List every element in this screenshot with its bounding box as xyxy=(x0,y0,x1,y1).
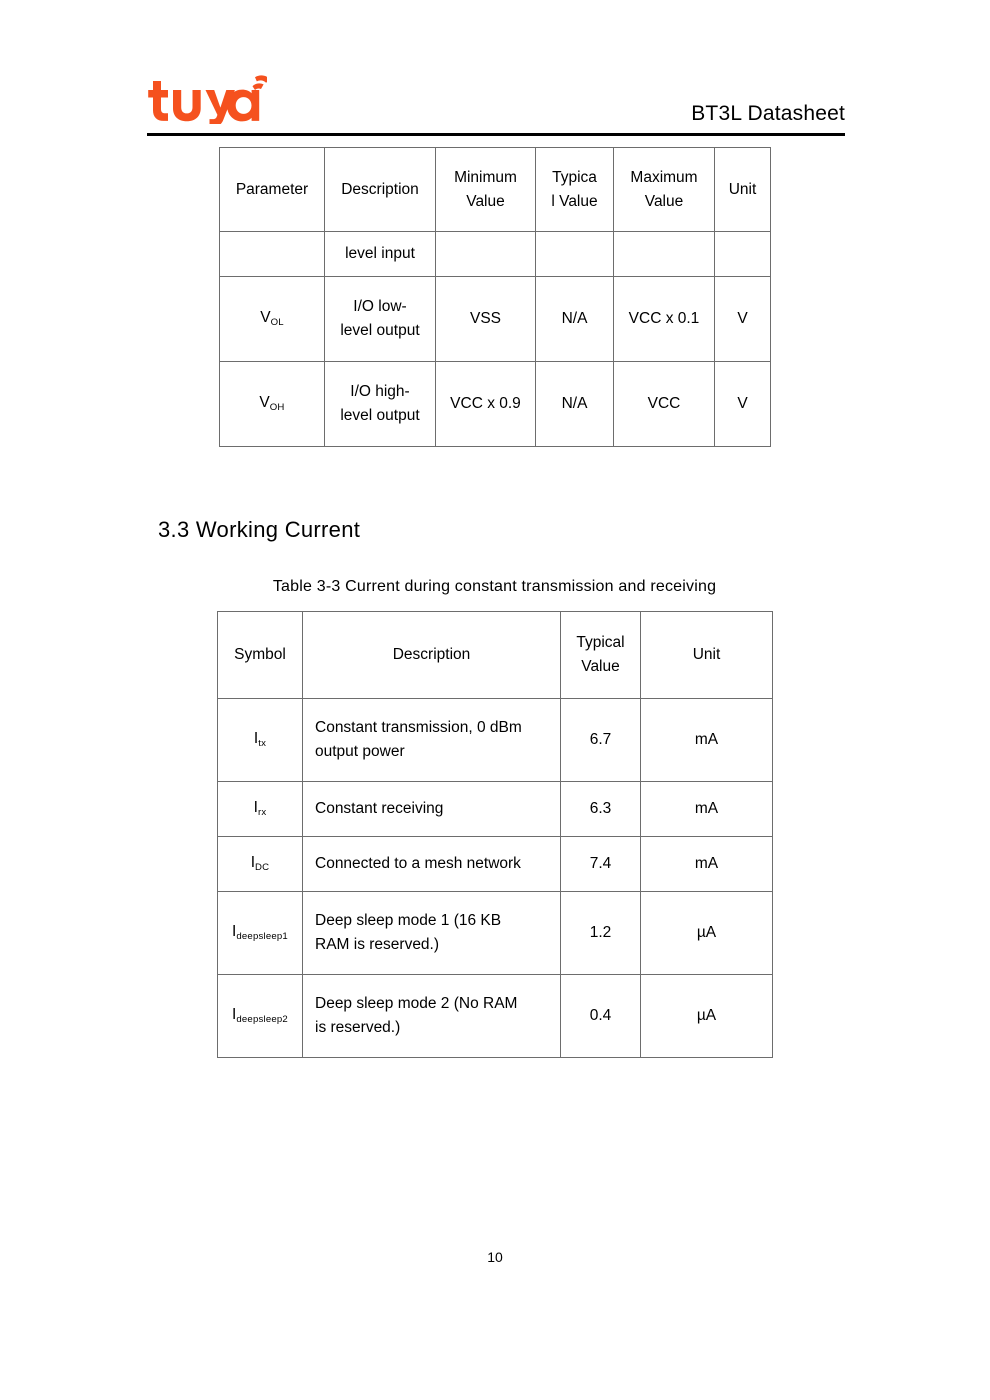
header-typical-line2: l Value xyxy=(551,192,598,210)
cell-typical-value: 0.4 xyxy=(561,975,641,1058)
description-line2: is reserved.) xyxy=(315,1019,401,1036)
cell-description: level input xyxy=(325,232,436,277)
io-levels-table xyxy=(219,147,771,447)
symbol-base: I xyxy=(232,1006,237,1023)
document-title: BT3L Datasheet xyxy=(691,102,845,125)
header-maximum-value xyxy=(614,148,715,232)
description-line2: output power xyxy=(315,743,405,760)
cell-description xyxy=(303,892,561,975)
cell-maximum: VCC xyxy=(614,362,715,447)
cell-unit: mA xyxy=(641,782,773,837)
symbol-base: I xyxy=(253,730,259,747)
cell-maximum: VCC x 0.1 xyxy=(614,277,715,362)
header-maximum-line2: Value xyxy=(644,192,684,210)
header-description: Description xyxy=(303,612,561,699)
description-line2: level output xyxy=(340,407,420,424)
cell-parameter xyxy=(220,277,325,362)
description-line1: Constant transmission, 0 dBm xyxy=(315,719,522,736)
cell-unit: mA xyxy=(641,699,773,782)
cell-description: Connected to a mesh network xyxy=(303,837,561,892)
page-header xyxy=(147,72,845,138)
page-number: 10 xyxy=(487,1249,503,1265)
table-row xyxy=(220,277,771,362)
description-line1: Deep sleep mode 2 (No RAM xyxy=(315,995,518,1012)
cell-description xyxy=(303,975,561,1058)
table-row xyxy=(220,362,771,447)
description-line2: RAM is reserved.) xyxy=(315,936,440,953)
cell-typical-value: 7.4 xyxy=(561,837,641,892)
header-symbol: Symbol xyxy=(218,612,303,699)
parameter-subscript: OL xyxy=(270,316,284,328)
table-row xyxy=(218,892,773,975)
symbol-subscript: rx xyxy=(257,806,267,818)
parameter-base: V xyxy=(260,309,271,326)
header-typical-line1: Typical xyxy=(576,634,625,651)
cell-description xyxy=(325,277,436,362)
cell-description xyxy=(303,699,561,782)
table-header-row xyxy=(218,612,773,699)
description-line1: I/O low- xyxy=(353,298,407,315)
cell-symbol xyxy=(218,699,303,782)
cell-symbol xyxy=(218,837,303,892)
cell-typical: N/A xyxy=(536,362,614,447)
table-caption-3-3: Table 3-3 Current during constant transmission and receiving xyxy=(272,578,717,595)
header-maximum-line1: Maximum xyxy=(630,168,698,186)
cell-unit: V xyxy=(715,362,771,447)
cell-unit: µA xyxy=(641,892,773,975)
cell-description xyxy=(325,362,436,447)
header-minimum-value xyxy=(436,148,536,232)
cell-symbol xyxy=(218,975,303,1058)
working-current-table xyxy=(217,611,773,1058)
header-typical-value xyxy=(536,148,614,232)
parameter-base: V xyxy=(259,394,270,411)
symbol-base: I xyxy=(250,854,256,871)
symbol-subscript: deepsleep2 xyxy=(236,1013,288,1025)
cell-symbol xyxy=(218,892,303,975)
cell-unit: µA xyxy=(641,975,773,1058)
cell-maximum xyxy=(614,232,715,277)
description-line1: Deep sleep mode 1 (16 KB xyxy=(315,912,502,929)
header-minimum-line1: Minimum xyxy=(454,168,517,186)
table-row xyxy=(218,837,773,892)
table-row xyxy=(218,699,773,782)
symbol-subscript: tx xyxy=(258,737,267,749)
symbol-subscript: deepsleep1 xyxy=(236,930,288,942)
cell-typical-value: 6.7 xyxy=(561,699,641,782)
table-row xyxy=(220,232,771,277)
header-parameter: Parameter xyxy=(220,148,325,232)
table-header-row xyxy=(220,148,771,232)
cell-parameter xyxy=(220,362,325,447)
cell-typical: N/A xyxy=(536,277,614,362)
section-heading-working-current: 3.3 Working Current xyxy=(158,517,361,542)
cell-minimum: VSS xyxy=(436,277,536,362)
cell-description: Constant receiving xyxy=(303,782,561,837)
cell-typical xyxy=(536,232,614,277)
tuya-logo xyxy=(147,74,267,124)
cell-minimum xyxy=(436,232,536,277)
cell-typical-value: 1.2 xyxy=(561,892,641,975)
header-typical-line1: Typica xyxy=(552,168,597,186)
table-row xyxy=(218,975,773,1058)
description-line2: level output xyxy=(340,322,420,339)
symbol-base: I xyxy=(232,923,237,940)
header-minimum-line2: Value xyxy=(466,192,505,210)
header-typical-value xyxy=(561,612,641,699)
cell-typical-value: 6.3 xyxy=(561,782,641,837)
header-unit: Unit xyxy=(715,148,771,232)
cell-unit xyxy=(715,232,771,277)
cell-minimum: VCC x 0.9 xyxy=(436,362,536,447)
parameter-subscript: OH xyxy=(269,401,285,413)
description-line1: I/O high- xyxy=(350,383,410,400)
header-unit: Unit xyxy=(641,612,773,699)
cell-parameter xyxy=(220,232,325,277)
cell-symbol xyxy=(218,782,303,837)
header-description: Description xyxy=(325,148,436,232)
header-typical-line2: Value xyxy=(581,658,620,675)
header-divider xyxy=(147,133,845,136)
table-row xyxy=(218,782,773,837)
cell-unit: V xyxy=(715,277,771,362)
symbol-base: I xyxy=(253,799,258,816)
cell-unit: mA xyxy=(641,837,773,892)
symbol-subscript: DC xyxy=(255,861,270,873)
